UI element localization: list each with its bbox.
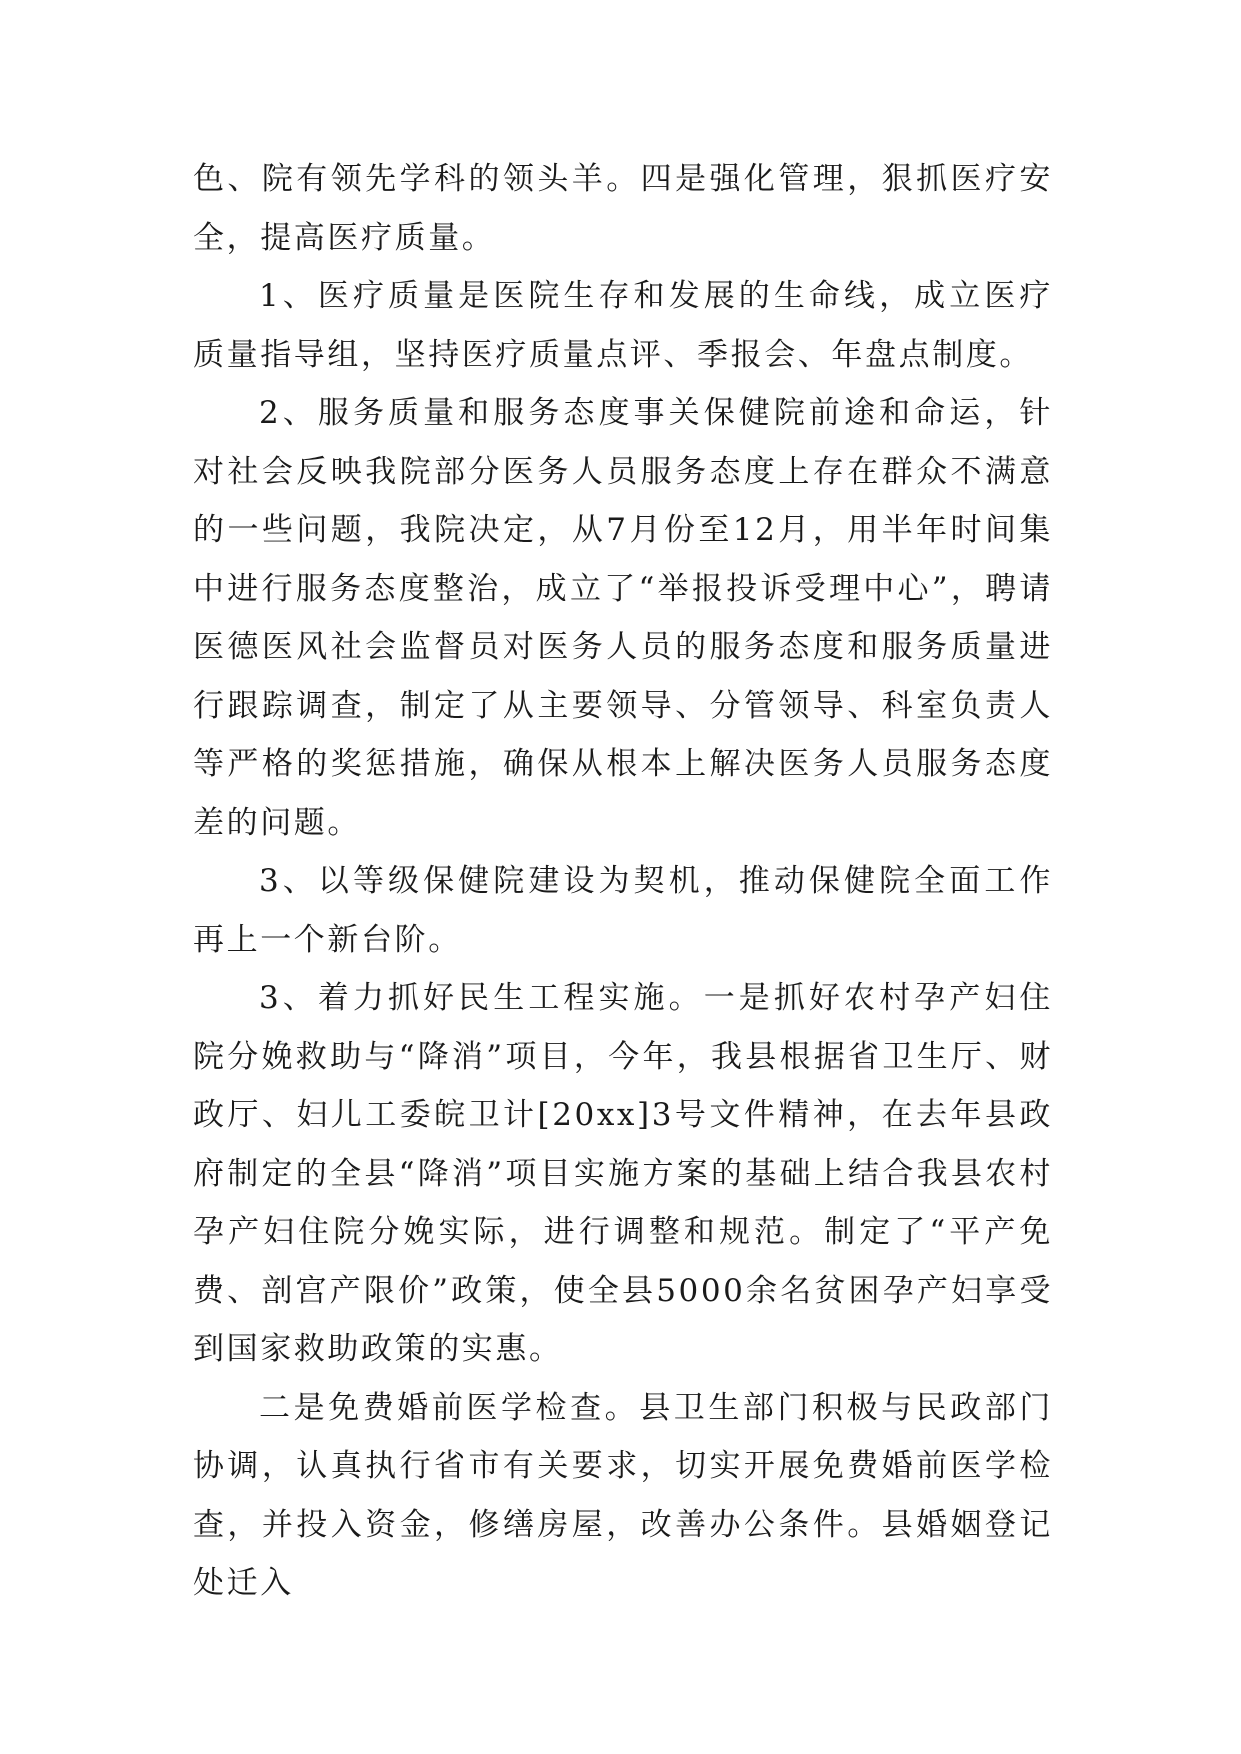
document-body: [193, 150, 1053, 1613]
paragraph-item-3b: 3、着力抓好民生工程实施。一是抓好农村孕产妇住院分娩救助与“降消”项目，今年，我县根据省卫生厅、财政厅、妇儿工委皖卫计[20xx]3号文件精神，在去年县政府制定的全县“降消”项目实施方案的基础上结合我县农村孕产妇住院分娩实际，进行调整和规范。制定了“平产免费、剖宫产限价”政策，使全县5000余名贫困孕产妇享受到国家救助政策的实惠。: [193, 980, 1053, 1367]
paragraph-item-3a: 3、以等级保健院建设为契机，推动保健院全面工作再上一个新台阶。: [193, 863, 1053, 958]
paragraph-item-2: 2、服务质量和服务态度事关保健院前途和命运，针对社会反映我院部分医务人员服务态度上存在群众不满意的一些问题，我院决定，从7月份至12月，用半年时间集中进行服务态度整治，成立了“举报投诉受理中心”，聘请医德医风社会监督员对医务人员的服务态度和服务质量进行跟踪调查，制定了从主要领导、分管领导、科室负责人等严格的奖惩措施，确保从根本上解决医务人员服务态度差的问题。: [193, 395, 1053, 841]
paragraph-premarital-check: 二是免费婚前医学检查。县卫生部门积极与民政部门协调，认真执行省市有关要求，切实开展免费婚前医学检查，并投入资金，修缮房屋，改善办公条件。县婚姻登记处迁入: [193, 1389, 1053, 1601]
paragraph-continuation: 色、院有领先学科的领头羊。四是强化管理，狠抓医疗安全，提高医疗质量。: [193, 161, 1053, 256]
paragraph-item-1: 1、医疗质量是医院生存和发展的生命线，成立医疗质量指导组，坚持医疗质量点评、季报会、年盘点制度。: [193, 278, 1053, 373]
